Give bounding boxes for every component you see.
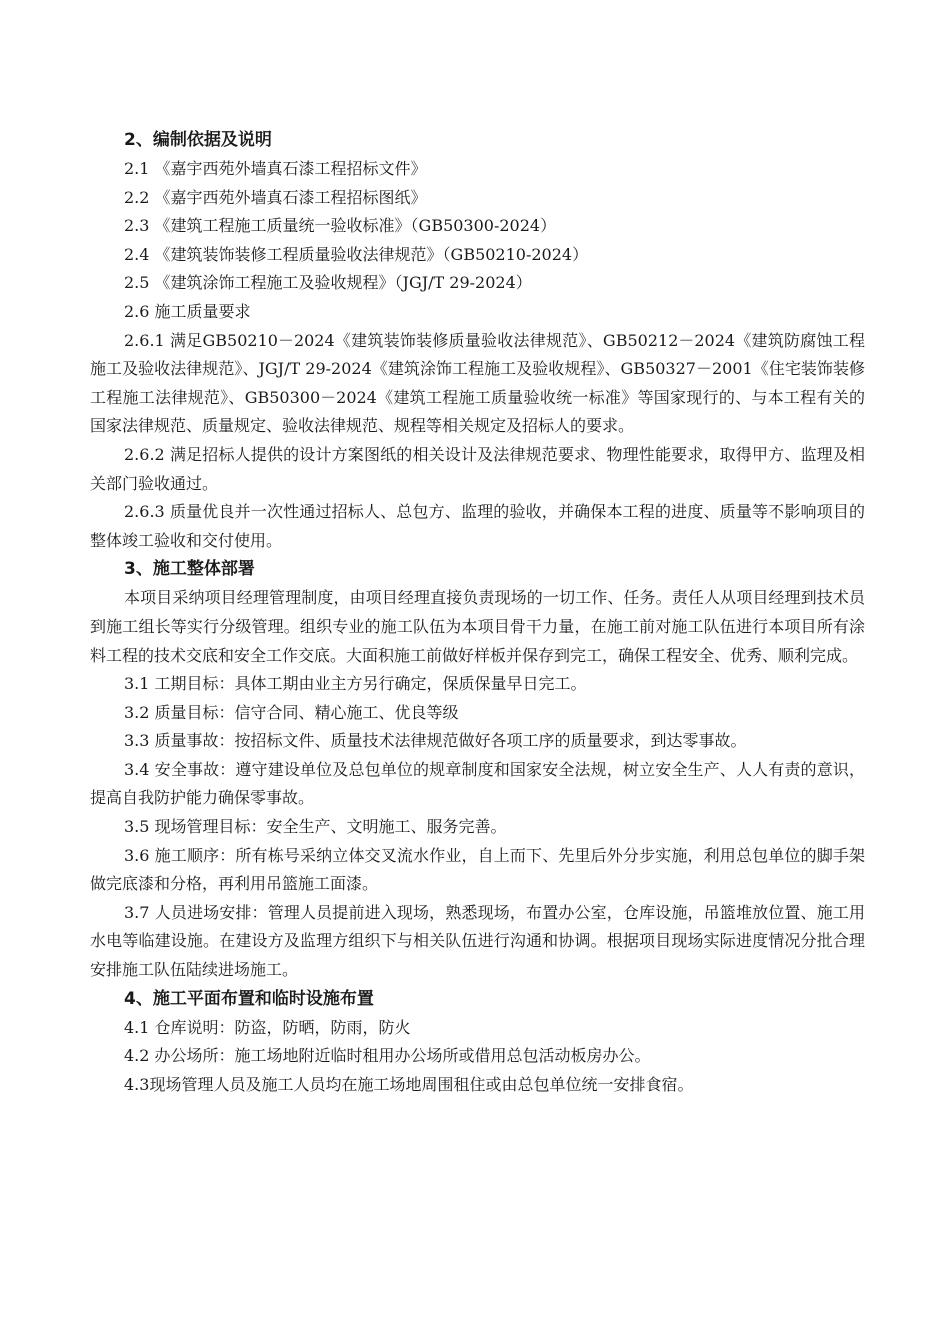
paragraph-2-6-1: 2.6.1 满足GB50210－2024《建筑装饰装修质量验收法律规范》、GB50212－2024《建筑防腐蚀工程施工及验收法律规范》、JGJ/T 29-2024《建筑涂饰工程施工及验收规程》、GB50327－2001《住宅装饰装修工程施工法律规范》、GB50300－2024《建筑工程施工质量验收统一标准》等国家现行的、与本工程有关的国家法律规范、质量规定、验收法律规范、规程等相关规定及招标人的要求。 — [90, 330, 865, 436]
paragraph-4-1: 4.1 仓库说明：防盗，防晒，防雨，防火 — [124, 1017, 411, 1037]
paragraph-4-2: 4.2 办公场所：施工场地附近临时租用办公场所或借用总包活动板房办公。 — [124, 1046, 651, 1066]
paragraph-3-7: 3.7 人员进场安排：管理人员提前进入现场，熟悉现场，布置办公室，仓库设施，吊篮堆放位置、施工用水电等临建设施。在建设方及监理方组织下与相关队伍进行沟通和协调。根据项目现场实际进度情况分批合理安排施工队伍陆续进场施工。 — [90, 902, 865, 980]
paragraph-2-6-3: 2.6.3 质量优良并一次性通过招标人、总包方、监理的验收，并确保本工程的进度、质量等不影响项目的整体竣工验收和交付使用。 — [90, 502, 865, 550]
paragraph-2-6-2: 2.6.2 满足招标人提供的设计方案图纸的相关设计及法律规范要求、物理性能要求，取得甲方、监理及相关部门验收通过。 — [90, 444, 865, 493]
paragraph-3-6: 3.6 施工顺序：所有栋号采纳立体交叉流水作业，自上而下、先里后外分步实施，利用总包单位的脚手架做完底漆和分格，再利用吊篮施工面漆。 — [90, 845, 865, 894]
list-item-2-3: 2.3 《建筑工程施工质量统一验收标准》（GB50300-2024） — [124, 216, 557, 236]
paragraph-3-5: 3.5 现场管理目标：安全生产、文明施工、服务完善。 — [124, 817, 507, 837]
list-item-2-6: 2.6 施工质量要求 — [124, 301, 251, 321]
list-item-2-4: 2.4 《建筑装饰装修工程质量验收法律规范》（GB50210-2024） — [124, 244, 589, 264]
paragraph-3-intro: 本项目采纳项目经理管理制度，由项目经理直接负责现场的一切工作、任务。责任人从项目经理到技术员到施工组长等实行分级管理。组织专业的施工队伍为本项目骨干力量，在施工前对施工队伍进行本项目所有涂料工程的技术交底和安全工作交底。大面积施工前做好样板并保存到完工，确保工程安全、优秀、顺利完成。 — [90, 588, 865, 665]
list-item-2-1: 2.1 《嘉宇西苑外墙真石漆工程招标文件》 — [124, 159, 427, 178]
paragraph-3-1: 3.1 工期目标：具体工期由业主方另行确定，保质保量早日完工。 — [124, 674, 587, 694]
paragraph-3-2: 3.2 质量目标：信守合同、精心施工、优良等级 — [124, 702, 459, 722]
section-3-heading: 3、施工整体部署 — [124, 559, 255, 580]
document-page — [90, 126, 865, 1099]
paragraph-3-4: 3.4 安全事故：遵守建设单位及总包单位的规章制度和国家安全法规，树立安全生产、人人有责的意识， 提高自我防护能力确保零事故。 — [90, 759, 865, 808]
list-item-2-2: 2.2 《嘉宇西苑外墙真石漆工程招标图纸》 — [124, 187, 427, 207]
section-4-heading: 4、施工平面布置和临时设施布置 — [124, 988, 374, 1009]
paragraph-3-3: 3.3 质量事故：按招标文件、质量技术法律规范做好各项工序的质量要求，到达零事故。 — [124, 731, 747, 751]
section-2-heading: 2、编制依据及说明 — [124, 130, 272, 150]
list-item-2-5: 2.5 《建筑涂饰工程施工及验收规程》（JGJ/T 29-2024） — [124, 273, 532, 293]
paragraph-4-3: 4.3现场管理人员及施工人员均在施工场地周围租住或由总包单位统一安排食宿。 — [124, 1074, 694, 1094]
